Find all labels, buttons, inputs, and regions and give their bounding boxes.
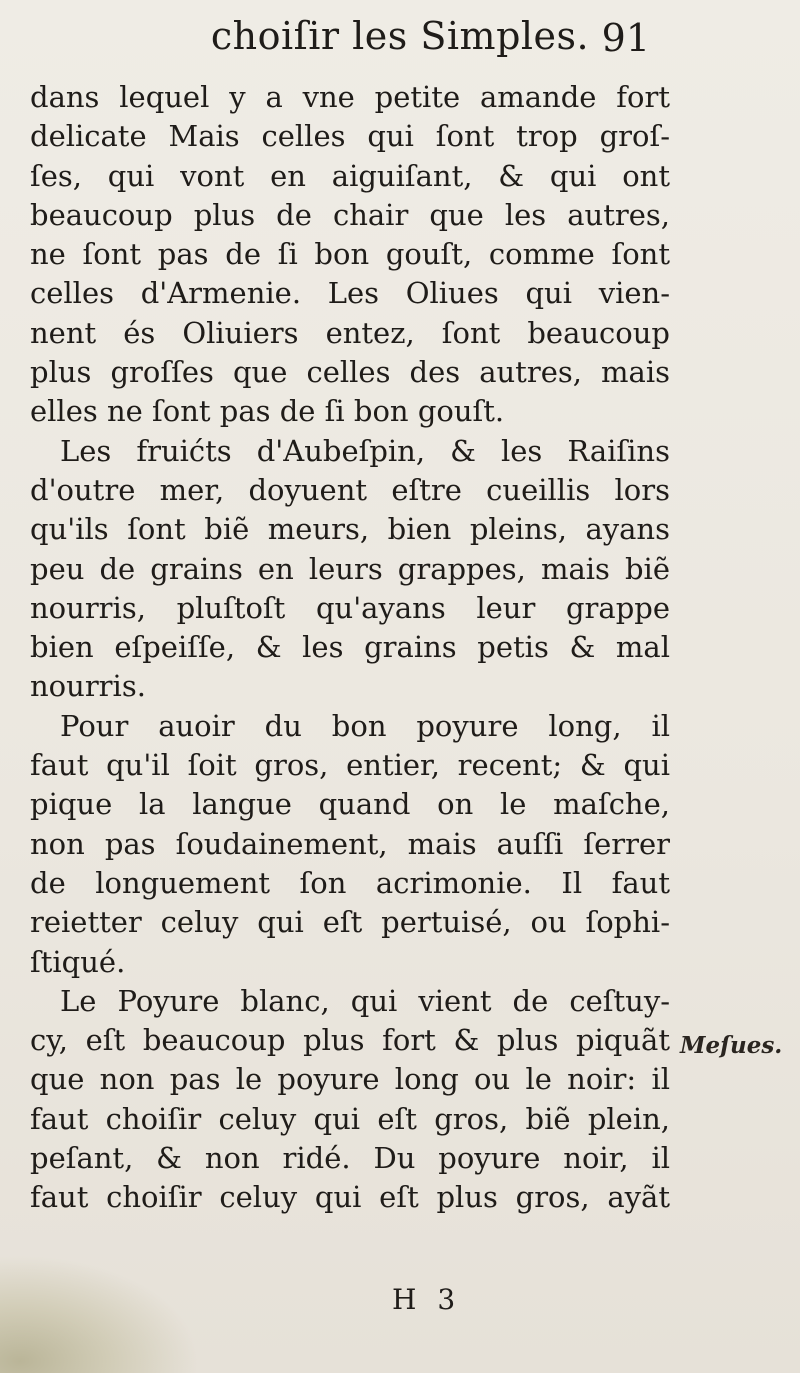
text-line: ne ſont pas de ſi bon gouſt, comme ſont bbox=[30, 237, 670, 272]
page-header bbox=[0, 14, 800, 74]
text-line: nourris, pluſtoſt qu'ayans leur grappe bbox=[30, 590, 670, 625]
text-line: beaucoup plus de chair que les autres, bbox=[30, 197, 670, 232]
text-line: faut qu'il ſoit gros, entier, recent; & qui bbox=[30, 748, 670, 783]
text-line: ſtiqué. bbox=[30, 944, 126, 979]
text-line: non pas ſoudainement, mais auſſi ſerrer bbox=[30, 826, 670, 861]
text-line: peſant, & non ridé. Du poyure noir, il bbox=[30, 1141, 670, 1176]
text-line: faut choiſir celuy qui eſt gros, biẽ plein, bbox=[30, 1101, 670, 1136]
signature-mark: H 3 bbox=[392, 1283, 462, 1316]
marginal-note: Meſues. bbox=[680, 1032, 783, 1059]
text-line: que non pas le poyure long ou le noir: il bbox=[30, 1062, 670, 1097]
age-stain bbox=[0, 1255, 200, 1373]
text-line: plus groſſes que celles des autres, mais bbox=[30, 355, 670, 390]
text-line: reietter celuy qui eſt pertuisé, ou ſophi- bbox=[30, 905, 670, 940]
text-line: Le Poyure blanc, qui vient de ceſtuy- bbox=[60, 983, 670, 1018]
page-number: 91 bbox=[601, 16, 650, 60]
text-line: d'outre mer, doyuent eſtre cueillis lors bbox=[30, 472, 670, 507]
text-line: pique la langue quand on le maſche, bbox=[30, 787, 670, 822]
text-line: celles d'Armenie. Les Oliues qui vien- bbox=[30, 276, 670, 311]
running-title: choiſir les Simples. bbox=[210, 14, 590, 58]
text-line: Les fruićts d'Aubeſpin, & les Raiſins bbox=[60, 433, 670, 468]
text-line: nourris. bbox=[30, 669, 146, 704]
text-line: qu'ils ſont biẽ meurs, bien pleins, ayans bbox=[30, 512, 670, 547]
text-line: delicate Mais celles qui ſont trop groſ- bbox=[30, 119, 670, 154]
text-line: elles ne ſont pas de ſi bon gouſt. bbox=[30, 394, 505, 429]
body-text bbox=[30, 78, 670, 1218]
text-line: ſes, qui vont en aiguiſant, & qui ont bbox=[30, 158, 670, 193]
text-line: peu de grains en leurs grappes, mais biẽ bbox=[30, 551, 670, 586]
text-line: faut choiſir celuy qui eſt plus gros, ayãt bbox=[30, 1180, 670, 1215]
text-line: nent és Oliuiers entez, ſont beaucoup bbox=[30, 315, 670, 350]
text-line: Pour auoir du bon poyure long, il bbox=[60, 708, 670, 743]
text-line: bien eſpeiſſe, & les grains petis & mal bbox=[30, 630, 670, 665]
text-line: de longuement ſon acrimonie. Il faut bbox=[30, 865, 670, 900]
text-line: dans lequel y a vne petite amande fort bbox=[30, 80, 670, 114]
text-line: cy, eſt beaucoup plus fort & plus piquãt bbox=[30, 1023, 670, 1058]
